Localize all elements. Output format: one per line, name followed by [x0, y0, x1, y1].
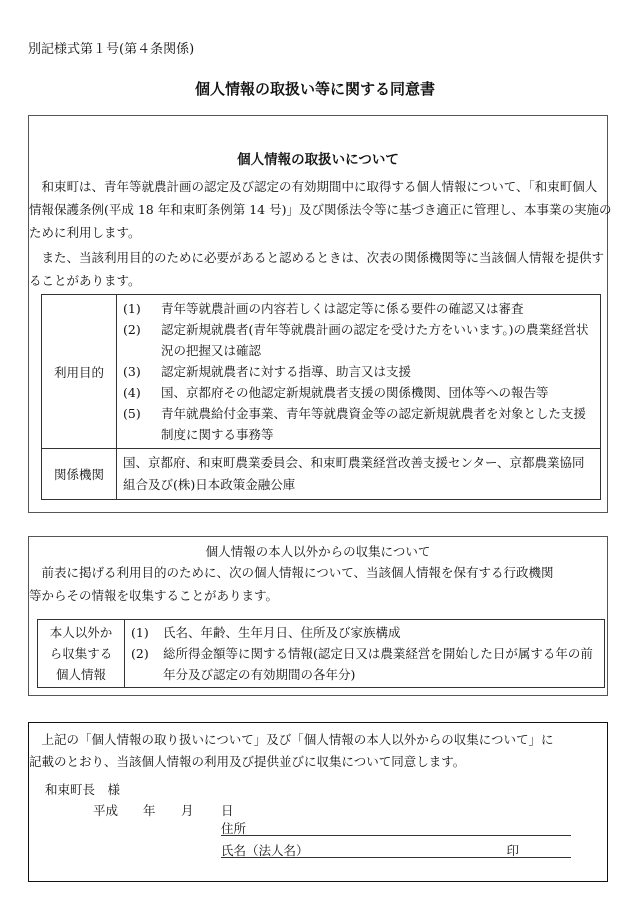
item-number: (1) [123, 301, 141, 316]
paragraph-line: また、当該利用目的のために必要があると認めるときは、次表の関係機関等に当該個人情報を提供す [29, 250, 605, 265]
list-item [131, 622, 598, 643]
seal-mark: 印 [506, 843, 519, 858]
paragraph-line: ために利用します。 [29, 225, 141, 240]
name-label: 氏名（法人名） [221, 843, 309, 858]
consent-section [28, 722, 608, 882]
paragraph-line: 等からその情報を収集することがあります。 [29, 588, 279, 603]
item-text: 青年就農給付金事業、青年等就農資金等の認定新規就農者を対象とした支援制度に関する事務等 [161, 406, 587, 442]
list-item [123, 403, 594, 445]
item-number: (5) [123, 406, 141, 421]
collected-info-table [37, 619, 605, 688]
third-party-collection-section [28, 536, 608, 696]
table-row [42, 449, 601, 500]
item-text: 認定新規就農者に対する指導、助言又は支援 [161, 364, 412, 379]
address-label: 住所 [221, 821, 247, 836]
item-number: (2) [123, 322, 141, 337]
item-text: 認定新規就農者(青年等就農計画の認定を受けた方をいいます。)の農業経営状況の把握又は確認 [161, 322, 589, 358]
paragraph-line: 情報保護条例(平成 18 年和束町条例第 14 号)」及び関係法令等に基づき適正に管理し、本事業の実施の [29, 202, 612, 217]
list-item [123, 319, 594, 361]
section-title: 個人情報の取扱いについて [237, 152, 399, 168]
item-text: 氏名、年齢、生年月日、住所及び家族構成 [163, 625, 401, 640]
purpose-table [41, 294, 601, 500]
list-item [131, 643, 598, 685]
item-text: 国、京都府その他認定新規就農者支援の関係機関、団体等への報告等 [161, 385, 549, 400]
table-row [42, 295, 601, 449]
addressee: 和束町長 様 [45, 782, 121, 797]
orgs-label: 関係機関 [42, 449, 117, 500]
purpose-label: 利用目的 [42, 295, 117, 449]
date-year-label: 年 [143, 803, 156, 818]
item-number: (3) [123, 364, 141, 379]
orgs-text: 国、京都府、和束町農業委員会、和束町農業経営改善支援センター、京都農業協同組合及び(株)日本政策金融公庫 [117, 449, 601, 500]
consent-statement [29, 729, 554, 773]
section-title: 個人情報の本人以外からの収集について [205, 544, 431, 559]
handling-paragraph-2 [29, 246, 609, 292]
item-number: (4) [123, 385, 141, 400]
label-line: 個人情報 [55, 667, 106, 682]
paragraph-line: ることがあります。 [29, 273, 141, 288]
date-month-label: 月 [181, 803, 194, 818]
date-day-label: 日 [221, 803, 234, 818]
paragraph-line: 前表に掲げる利用目的のために、次の個人情報について、当該個人情報を保有する行政機関 [29, 565, 554, 580]
item-text: 総所得金額等に関する情報(認定日又は農業経営を開始した日が属する年の前年分及び認定の有効期間の各年分) [163, 646, 593, 682]
address-field[interactable] [221, 819, 571, 836]
item-number: (1) [131, 625, 149, 640]
collection-paragraph [29, 561, 609, 607]
personal-info-handling-section [28, 115, 612, 513]
handling-paragraph-1 [29, 175, 612, 244]
list-item [123, 298, 594, 319]
name-field[interactable] [221, 841, 571, 858]
item-text: 青年等就農計画の内容若しくは認定等に係る要件の確認又は審査 [161, 301, 524, 316]
paragraph-line: 和束町は、青年等就農計画の認定及び認定の有効期間中に取得する個人情報について、「和束町個人 [29, 179, 598, 194]
table-row [38, 620, 605, 688]
form-number-label: 別記様式第１号(第４条関係) [28, 42, 195, 57]
collected-info-list [125, 620, 605, 688]
list-item [123, 382, 594, 403]
item-number: (2) [131, 646, 149, 661]
purpose-list [117, 295, 601, 449]
date-era: 平成 [93, 803, 119, 818]
label-line: ら収集する [49, 646, 113, 661]
statement-line: 上記の「個人情報の取り扱いについて」及び「個人情報の本人以外からの収集について」に [29, 732, 554, 747]
page-title: 個人情報の取扱い等に関する同意書 [194, 80, 435, 98]
list-item [123, 361, 594, 382]
collected-info-label [38, 620, 125, 688]
statement-line: 記載のとおり、当該個人情報の利用及び提供並びに収集について同意します。 [29, 754, 466, 769]
label-line: 本人以外か [49, 625, 113, 640]
